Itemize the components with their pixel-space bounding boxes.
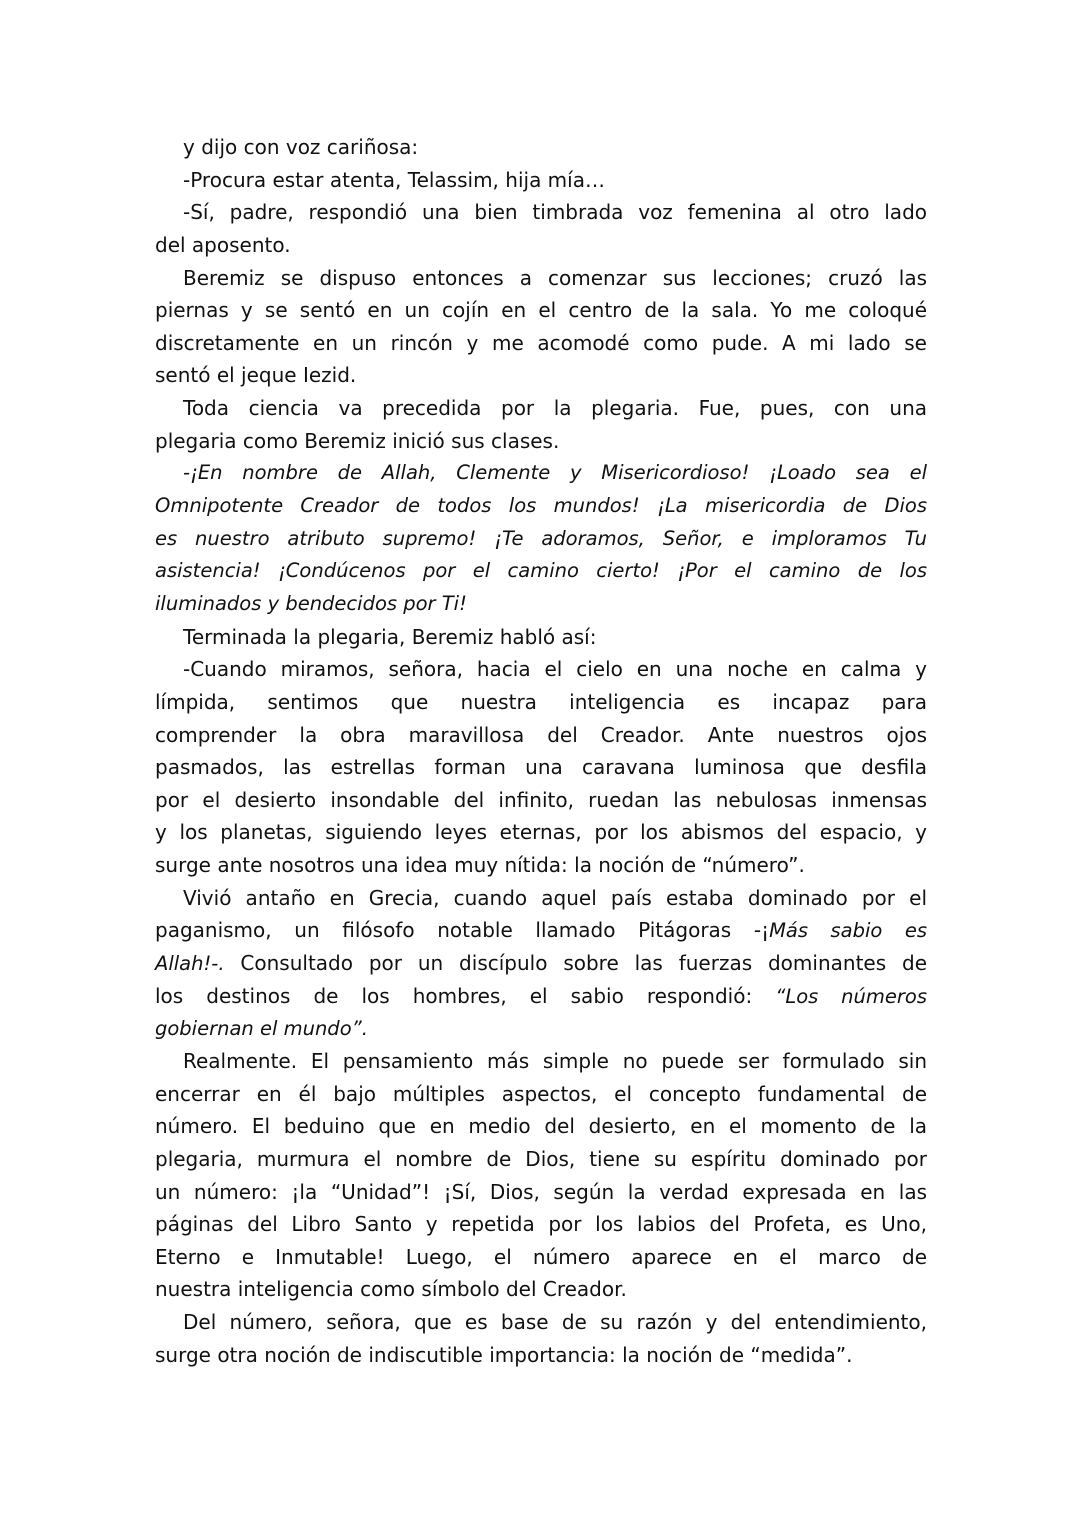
text-line: páginas del Libro Santo y repetida por los labios del Profeta, es Uno, [155,1212,927,1237]
text-line: Omnipotente Creador de todos los mundos! ¡La misericordia de Dios [155,494,927,518]
paragraph [155,392,927,457]
text-line: Beremiz se dispuso entonces a comenzar sus lecciones; cruzó las [183,265,927,290]
text-line: Realmente. El pensamiento más simple no puede ser formulado sin [183,1048,927,1073]
text-line: asistencia! ¡Condúcenos por el camino cierto! ¡Por el camino de los [155,559,927,583]
paragraph [155,196,927,261]
text-line: Vivió antaño en Grecia, cuando aquel país estaba dominado por el [183,885,927,910]
text-line: plegaria, murmura el nombre de Dios, tiene su espíritu dominado por [155,1146,927,1171]
text-line: -Sí, padre, respondió una bien timbrada voz femenina al otro lado [183,200,927,225]
text-line [155,1012,927,1045]
text-line [155,947,927,980]
italic-text: Más sabio es [769,919,927,943]
paragraph [155,164,927,197]
text-segment: los destinos de los hombres, el sabio respondió: [155,983,776,1008]
text-line: Eterno e Inmutable! Luego, el número aparece en el marco de [155,1244,927,1269]
text-line: surge ante nosotros una idea muy nítida: la noción de “número”. [155,853,805,878]
text-line: límpida, sentimos que nuestra inteligencia es incapaz para [155,689,927,714]
paragraph [155,653,927,881]
text-line: discretamente en un rincón y me acomodé como pude. A mi lado se [155,330,927,355]
text-line: -Procura estar atenta, Telassim, hija mía… [183,167,605,192]
paragraph [155,457,927,620]
italic-text: “Los números [775,984,927,1008]
paragraph [155,1306,927,1371]
text-line: plegaria como Beremiz inició sus clases. [155,428,560,453]
text-line: piernas y se sentó en un cojín en el centro de la sala. Yo me coloqué [155,298,927,323]
text-line: pasmados, las estrellas forman una caravana luminosa que desfila [155,755,927,780]
text-line: y dijo con voz cariñosa: [183,135,419,159]
document-page [155,131,927,1371]
text-line: encerrar en él bajo múltiples aspectos, el concepto fundamental de [155,1081,927,1106]
text-segment: Consultado por un discípulo sobre las fuerzas dominantes de [224,951,927,976]
text-line: número. El beduino que en medio del desierto, en el momento de la [155,1114,927,1139]
text-line: del aposento. [155,232,291,257]
italic-text: Allah!-. [155,952,225,976]
text-line: -Cuando miramos, señora, hacia el cielo en una noche en calma y [183,657,927,682]
text-line: comprender la obra maravillosa del Creador. Ante nuestros ojos [155,722,927,747]
text-line: un número: ¡la “Unidad”! ¡Sí, Dios, según la verdad expresada en las [155,1179,927,1204]
paragraph [155,1045,927,1306]
paragraph [155,621,927,654]
text-line: Del número, señora, que es base de su razón y del entendimiento, [183,1310,927,1335]
text-line [155,980,927,1013]
paragraph [155,882,927,1045]
text-line [155,914,927,947]
text-line: Terminada la plegaria, Beremiz habló así: [183,624,597,649]
text-line: es nuestro atributo supremo! ¡Te adoramos, Señor, e imploramos Tu [155,526,927,550]
paragraph [155,131,927,164]
text-line: y los planetas, siguiendo leyes eternas, por los abismos del espacio, y [155,820,927,845]
text-line: surge otra noción de indiscutible importancia: la noción de “medida”. [155,1342,853,1367]
text-line: Toda ciencia va precedida por la plegaria. Fue, pues, con una [183,396,927,421]
text-segment: paganismo, un filósofo notable llamado Pitágoras -¡ [155,918,770,943]
italic-text: gobiernan el mundo”. [155,1017,368,1041]
paragraph [155,262,927,393]
text-line: por el desierto insondable del infinito, ruedan las nebulosas inmensas [155,787,927,812]
text-line: sentó el jeque Iezid. [155,363,357,388]
text-line: nuestra inteligencia como símbolo del Creador. [155,1277,627,1302]
text-line: -¡En nombre de Allah, Clemente y Misericordioso! ¡Loado sea el [183,461,927,485]
text-line: iluminados y bendecidos por Ti! [155,591,467,615]
